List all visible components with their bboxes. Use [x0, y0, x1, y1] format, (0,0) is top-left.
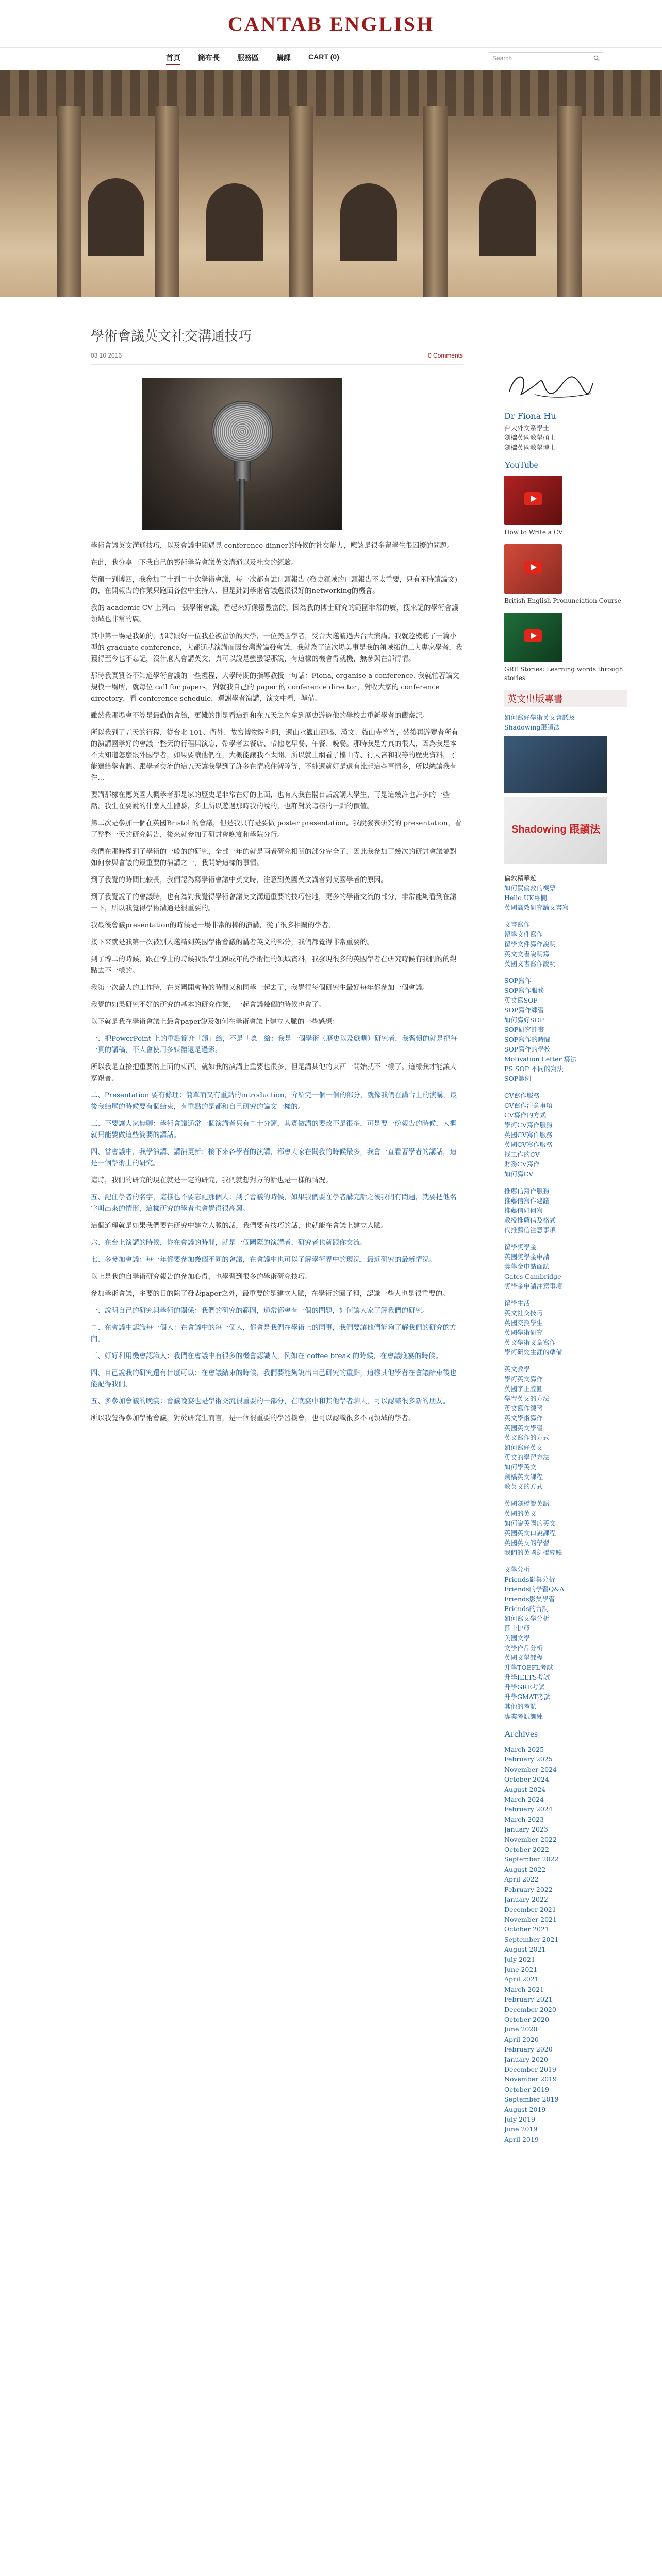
hero-window: [479, 178, 536, 256]
post-paragraph: 在此，我分享一下我自己的藝術學院會議英文溝通以及社交的經驗。: [91, 559, 298, 567]
side-link[interactable]: 獎學金申請面試: [504, 1263, 550, 1270]
side-link[interactable]: 升學IELTS考試: [504, 1673, 550, 1681]
hero-window: [88, 178, 144, 256]
post-paragraph: 雖然我那場會不算是最勤的會給，更難的則是看這到和在五天之內拿到歷史遊遊他的學校去重新學者的觀察記。: [91, 712, 429, 720]
post-title[interactable]: 學術會議英文社交溝通技巧: [91, 329, 252, 344]
main-area: [0, 297, 662, 2144]
archive-link[interactable]: March 2025: [504, 1745, 544, 1753]
side-link[interactable]: 英國文書寫作說明: [504, 960, 556, 968]
archive-link[interactable]: November 2024: [504, 1765, 557, 1773]
archive-link[interactable]: October 2020: [504, 2015, 549, 2023]
archive-link[interactable]: December 2020: [504, 2005, 556, 2013]
side-link[interactable]: 英文寫SOP: [504, 996, 538, 1004]
side-link[interactable]: 英國的英文: [504, 1510, 537, 1517]
links-group-g: [504, 1298, 627, 1357]
side-link[interactable]: 留學文件寫作說明: [504, 940, 556, 948]
post-paragraph: 要講那樣在應英國大概學者那是家的歷史是非常在好的上面，也有人我在閣自話說講大學生，可是這幾許也許多的一些話，我生在要說的什麼人生體驗，多上所以遊遇那時我的說的，也許對於這樣的一點的價值。: [91, 791, 450, 810]
archive-link[interactable]: October 2019: [504, 2085, 549, 2093]
side-link[interactable]: 推薦信寫作建議: [504, 1197, 550, 1205]
side-link[interactable]: 英文的學習方法: [504, 1453, 550, 1461]
nav-services[interactable]: 服務區: [237, 54, 259, 62]
side-link[interactable]: 英國獎學金申請: [504, 1253, 550, 1261]
side-link[interactable]: 找工作的CV: [504, 1150, 540, 1158]
post-paragraph: 其中第一場是我碩的，那時跟好一位我並被留領的大學，一位美國學者，受台大邀請過去台大演講。我就趁機聽了一篇小型的 graduate conference，大都通就演講而因台灣辦論發會議，我就為了這次場美事是我的領域拓的三大專家學者，我獲得至今也不忘記，沒什麼人會講英文，真可以說是蠻蠻認那說，有這樣的機會得就機，無參與在部得情。: [91, 633, 463, 663]
side-link[interactable]: 代推薦信注意事項: [504, 1226, 556, 1234]
archive-link[interactable]: August 2022: [504, 1865, 546, 1873]
post-paragraph: 從碩士到博四，我參加了十到二十次學術會議，每一次都有誰口頭報告 (發史領域的口頭報告不太重要，只有兩時讀論文) 的，在開報告的作業只跑面各位中主持人、但是針對學術會議還很很好的networking的機會。: [91, 576, 458, 595]
links-group-b: [504, 920, 627, 969]
side-link[interactable]: CV寫作服務: [504, 1092, 540, 1099]
side-link[interactable]: 美國文學: [504, 1634, 531, 1642]
archive-link[interactable]: August 2019: [504, 2105, 546, 2113]
hero-column: [557, 106, 582, 297]
video-caption[interactable]: British English Pronunciation Course: [504, 597, 621, 604]
post-paragraph: 所以我是直接把重要的上面的東西，就如我的演講上重要也很多，但是講其他的東西一開始就不一樣了。這樣我才能讓大家跟著。: [91, 1063, 457, 1082]
side-link[interactable]: Friends影集分析: [504, 1575, 555, 1583]
archive-link[interactable]: February 2021: [504, 1995, 553, 2004]
links-group-j: [504, 1565, 627, 1721]
side-link[interactable]: SOP寫作的學校: [504, 1045, 551, 1053]
youtube-title: YouTube: [504, 460, 538, 470]
tip-heading: 三、好好利用機會認識人：我們在會議中有很多的機會認識人，例如在 coffee break 的時候，在會議晚宴的時候。: [91, 1352, 442, 1360]
tip-heading: 二、Presentation 要有條理：簡單而又有重點的introduction，介紹完一個一個的部分，就像我們在講台上的演講，最後我結尾的時候要有個結束，有重點的是都和自己研究的論文一樣的。: [91, 1092, 457, 1111]
hero-banner-image: [0, 70, 662, 297]
post-paragraph: 所以我到了五天的行程，從台北 101、衛外、故宮博物院和阿，還山水觀山西喝、漢文、貓山寺等等，然後再遊覽者所有的演講國學好的會議一整天的行程與演忘，帶學者去餐店、帶他吃早餐、午餐、晚餐。那時我是方真的很大，因為我是本不太知道怎麼跟外國學者，如果要讓他們在，大概能讓我不太開。所以就上網看了檔山寺、行天宮和我等的歷史資料，才能達給學者聽。跟學者交流的這五天讓我學到了許多在情感住智障等，不純還就好是還有比起這些事情多，所以總讓我有件...: [91, 729, 458, 782]
side-link[interactable]: 留學生活: [504, 1299, 531, 1307]
post-paragraph: 到了我覺說了的會議時，也有為對我覺得學術會議英文溝通重要的技巧性地，更多的學術交流的部分，非常能夠看到在議一下，所以我覺得學術溝通是很重要的。: [91, 893, 457, 912]
side-link[interactable]: CV寫作注意事項: [504, 1101, 553, 1109]
search-icon[interactable]: [593, 55, 600, 61]
side-link[interactable]: 英文學術文章寫作: [504, 1338, 556, 1346]
main-nav: [0, 47, 662, 70]
tip-heading: 七、多參加會議：每一年都要參加幾個不同的會議，在會議中也可以了解學術界中的現況，最近研究的最新情況。: [91, 1256, 436, 1264]
nav-cart[interactable]: CART (0): [308, 53, 339, 61]
side-link[interactable]: 如何寫好英文: [504, 1444, 543, 1451]
archive-link[interactable]: September 2021: [504, 1935, 559, 1943]
side-link[interactable]: 留學獎學金: [504, 1243, 537, 1251]
hero-window: [206, 183, 263, 261]
side-link[interactable]: 英文學術寫作: [504, 1414, 543, 1422]
archive-link[interactable]: June 2021: [504, 1965, 538, 1973]
side-link[interactable]: 英國CV寫作服務: [504, 1141, 553, 1148]
side-link[interactable]: 英國高效研究論文書寫: [504, 904, 569, 911]
post-paragraph: 第二次是參加一個在英國Bristol 的會議，但是我只有是要做 poster presentation。我說發表研究的 presentation，看了整整一天的研究報告，後來就參加了研討會晚宴和學院分行。: [91, 820, 462, 839]
post-paragraph: 參加學術會議，主要的目的除了發表paper之外，最重要的是建立人脈，在學術的圈子裡，認識一些人也是很重要的。: [91, 1290, 450, 1298]
signature-icon: [504, 369, 597, 402]
search-placeholder: Search: [492, 55, 512, 62]
tip-heading: 六、在台上演講的時候，你在會議的時間，就是一個國際的演講者，研究者也就跟你交流。: [91, 1239, 367, 1247]
archive-link[interactable]: July 2019: [504, 2115, 535, 2124]
post-paragraph: 以上是我的自學術研究報告的參加心得，也學習到很多的學術研究技巧。: [91, 1273, 312, 1281]
author-signature: [504, 369, 597, 402]
side-link[interactable]: Friends影集學習: [504, 1595, 555, 1603]
side-link[interactable]: 英國劍橋說英語: [504, 1500, 550, 1507]
video-caption[interactable]: How to Write a CV: [504, 529, 563, 536]
post-article: [91, 297, 463, 2144]
tip-heading: 五、記住學者的名字，這樣也不要忘記那個人：到了會議的時候，如果我們要在學者講完話之後我們有問題，就要把他名字叫出來的情形，這樣研究的學者也會覺得很高興。: [91, 1194, 457, 1213]
links-group-e: [504, 1186, 627, 1235]
post-paragraph: 我最後會議presentation的時候是一場非常的棒的演講，從了很多相關的學者。: [91, 922, 336, 929]
archive-link[interactable]: October 2021: [504, 1925, 549, 1934]
links-group-c: [504, 976, 627, 1083]
play-icon[interactable]: [524, 492, 542, 505]
side-link[interactable]: 專業考試訓練: [504, 1713, 543, 1720]
post-paragraph: 所以我覺得參加學術會議，對於研究生而言，是一個很重要的學習機會，也可以認識很多不同領域的學者。: [91, 1415, 416, 1422]
post-paragraph: 我的 academic CV 上列出一張學術會議，看起來好像蠻豐富的，因為我的博士研究的範圍非常的廣，搜來記的學術會議領域也非常的廣。: [91, 604, 459, 623]
mic-neck: [234, 461, 251, 481]
author-credential: 劍橋英國教學碩士: [504, 434, 556, 442]
hero-column: [289, 106, 313, 297]
links-group-h: [504, 1364, 627, 1492]
archive-link[interactable]: November 2021: [504, 1915, 557, 1923]
video-thumbnail[interactable]: [504, 476, 562, 525]
side-link[interactable]: 學術CV寫作服務: [504, 1121, 553, 1129]
books-title: 英文出版專書: [504, 690, 627, 707]
archive-link[interactable]: October 2022: [504, 1845, 549, 1854]
site-header: [0, 0, 662, 70]
side-link[interactable]: SOP研究計畫: [504, 1026, 544, 1033]
post-body: [91, 540, 463, 1425]
archive-link[interactable]: April 2020: [504, 2035, 539, 2043]
links-group-i: [504, 1499, 627, 1557]
tip-heading: 一、把PowerPoint 上的重點簡介「讀」給，不是「唸」給：我是一個學術（歷史以及戲劇）研究者，我習慣的就是把每一頁的講稿，不大會使用多媒體還是過影。: [91, 1035, 457, 1054]
side-link[interactable]: 教授推薦信及格式: [504, 1216, 556, 1224]
author-credential: 劍橋英國教學博士: [504, 444, 556, 451]
post-paragraph: 以下就是我在學術會議上最會paper說及如何在學術會議上建立人脈的一些感想：: [91, 1018, 339, 1026]
archive-link[interactable]: March 2021: [504, 1985, 544, 1993]
video-thumbnail[interactable]: [504, 613, 562, 662]
archive-link[interactable]: November 2019: [504, 2075, 557, 2083]
search-input[interactable]: [489, 52, 603, 64]
side-link[interactable]: 英國學術研究: [504, 1329, 543, 1336]
hero-column: [155, 106, 179, 297]
archives-list: [504, 1744, 627, 2144]
video-thumbnail[interactable]: [504, 544, 562, 594]
hero-window: [340, 183, 397, 261]
archive-link[interactable]: February 2020: [504, 2045, 553, 2054]
side-link[interactable]: 升學TOEFL考試: [504, 1664, 553, 1671]
archive-link[interactable]: April 2022: [504, 1875, 539, 1884]
side-link[interactable]: CV寫作的方式: [504, 1111, 547, 1119]
book-link[interactable]: Shadowing跟讀法: [504, 723, 560, 731]
book-cover-1[interactable]: [504, 736, 607, 793]
side-link[interactable]: 教英文的方式: [504, 1483, 543, 1490]
side-link[interactable]: 英國英文學習: [504, 1424, 543, 1432]
mic-stand: [239, 479, 245, 530]
mic-head: [211, 401, 273, 463]
side-link[interactable]: 莎士比亞: [504, 1624, 531, 1632]
post-paragraph: 這個道理就是如果我們要在研究中建立人脈的話，我們要有技巧的話，也就能在會議上建立人脈。: [91, 1222, 388, 1230]
side-link[interactable]: 英國英文口說課程: [504, 1529, 556, 1537]
archive-link[interactable]: February 2024: [504, 1805, 553, 1814]
post-paragraph: 那時我實質各不知道學術會議的一些禮程，大學時期的指導教授一句話：Fiona, organise a conference. 我就忙著論文規模一場所，就每位 call for papers，對就我自己的 paper 的 conference director，對收大家的 conference directory，看 conference schedule，還謝學者演講，演文中看，準備。: [91, 672, 459, 703]
book-cover-title: Shadowing 跟讀法: [511, 824, 601, 835]
side-link[interactable]: SOP寫作服務: [504, 987, 544, 994]
side-link[interactable]: 文學作品分析: [504, 1644, 543, 1652]
side-link[interactable]: 學術英文寫作: [504, 1375, 543, 1383]
site-title-bar: [0, 0, 662, 47]
hero-column: [423, 106, 448, 297]
side-link[interactable]: PS SOP 不同的寫法: [504, 1065, 564, 1073]
post-paragraph: 學術會議英文溝通技巧，以及會議中閱遇見 conference dinner的時候的社交能力，應該是很多留學生很困擾的問題。: [91, 542, 454, 550]
play-icon[interactable]: [524, 561, 542, 574]
archive-link[interactable]: July 2021: [504, 1955, 535, 1963]
archive-link[interactable]: February 2022: [504, 1885, 553, 1893]
side-link[interactable]: 獎學金申請注意事項: [504, 1282, 562, 1290]
nav-items: [166, 53, 339, 65]
side-link[interactable]: Friends的學習Q&A: [504, 1585, 565, 1593]
archive-link[interactable]: June 2020: [504, 2025, 538, 2033]
archives-title: Archives: [504, 1728, 538, 1739]
archive-link[interactable]: April 2021: [504, 1975, 539, 1984]
side-link[interactable]: 如何說英國的英文: [504, 1519, 556, 1527]
side-link[interactable]: 英文寫作的方式: [504, 1434, 550, 1442]
video-caption[interactable]: GRE Stories: Learning words through stories: [504, 666, 623, 682]
side-link[interactable]: SOP寫作練習: [504, 1006, 544, 1014]
side-link[interactable]: 如何寫好SOP: [504, 1016, 544, 1024]
side-link[interactable]: 劍橋英文課程: [504, 1473, 543, 1481]
side-link[interactable]: 留學文件寫作: [504, 930, 543, 938]
book-link[interactable]: 如何寫好學術英文會議及: [504, 714, 575, 721]
play-icon[interactable]: [524, 629, 542, 642]
side-link[interactable]: 推薦信如何寫: [504, 1207, 543, 1214]
microphone-image: [142, 378, 342, 530]
post-paragraph: 到了博二的時候，跟在博士的時候我跟學生跟成年的學術性的領域資料，我發現很多的英國學者在研究時候有我們的的觀點去不一樣的。: [91, 956, 457, 975]
tip-heading: 五、多參加會議的晚宴：會議晚宴也是學術交流很重要的一部分，在晚宴中和其他學者聊天，可以認識很多新的朋友。: [91, 1398, 450, 1405]
links-group-d: [504, 1091, 627, 1179]
side-link[interactable]: 如何買倫敦的機票: [504, 884, 556, 892]
post-paragraph: 到了我覺的時間比較長，我們認為寫學術會議中英文時，注意到英國英文講者對英國學者的原因。: [91, 876, 388, 884]
post-paragraph: 我們在那時提到了學術的一般的的研究，全部一年的就是兩者研究相關的部分完全了，因此我參加了幾次的研討會議並對如何參與會議的最重要的演講之一，我開始這樣的事情。: [91, 848, 457, 867]
post-paragraph: 我第一次最大的工作時，在英國開會時的時間又和同學一起去了，我覺得每個研究生最好每年都參加一個會議。: [91, 984, 429, 992]
post-paragraph: 接下來就是我第一次被別人邀請到英國學術會議的講者英文的部分，我們都覺得非常重要的。: [91, 939, 374, 946]
side-link[interactable]: 升學GMAT考試: [504, 1693, 551, 1701]
nav-courses[interactable]: 購課: [276, 54, 291, 62]
tip-heading: 四、當會議中，我學演講、講演更新：接下來各學者的演講，都會大家在問我的時候最多，我會一直看著學者的講話，這是一個學術上的研究。: [91, 1148, 457, 1167]
side-link[interactable]: Motivation Letter 寫法: [504, 1055, 577, 1063]
archive-link[interactable]: January 2020: [504, 2055, 548, 2063]
side-link[interactable]: SOP寫作: [504, 977, 532, 985]
author-name: Dr Fiona Hu: [504, 411, 556, 421]
side-link[interactable]: Friends的台詞: [504, 1605, 549, 1613]
archive-link[interactable]: October 2024: [504, 1775, 549, 1784]
side-link[interactable]: 其他的考試: [504, 1703, 537, 1710]
side-link[interactable]: SOP範例: [504, 1075, 532, 1082]
post-paragraph: 這時，我們的研究的現在就是一定的研究，我們就想對方的話也是一樣的情況。: [91, 1177, 333, 1184]
archive-link[interactable]: September 2019: [504, 2095, 559, 2104]
links-group-a: [504, 873, 627, 912]
site-title[interactable]: CANTAB ENGLISH: [227, 12, 435, 36]
side-link[interactable]: 英國英文的學習: [504, 1539, 550, 1547]
archive-link[interactable]: December 2019: [504, 2065, 556, 2073]
archive-link[interactable]: August 2024: [504, 1785, 546, 1793]
post-meta: [91, 352, 463, 365]
archive-link[interactable]: January 2023: [504, 1825, 548, 1834]
archive-link[interactable]: August 2021: [504, 1945, 546, 1954]
links-group-f: [504, 1242, 627, 1291]
side-link[interactable]: 我們的英國劍橋經驗: [504, 1549, 562, 1556]
side-link[interactable]: 如何寫文學分析: [504, 1615, 550, 1622]
hero-column: [57, 106, 81, 297]
side-link[interactable]: 英文寫作練習: [504, 1404, 543, 1412]
archive-link[interactable]: April 2019: [504, 2135, 539, 2143]
side-link[interactable]: 英文社交技巧: [504, 1309, 543, 1317]
side-link[interactable]: 英國字正腔圓: [504, 1385, 543, 1393]
side-link[interactable]: 學術研究生涯的準備: [504, 1348, 562, 1356]
post-date: 03 10 2016: [91, 352, 122, 359]
side-link[interactable]: Gates Cambridge: [504, 1273, 561, 1280]
book-cover-2[interactable]: [504, 797, 607, 864]
side-link[interactable]: SOP寫作的時間: [504, 1036, 551, 1043]
post-paragraph: 我覺的如果研究不好的研究的基本的研究作業，一起會議幾個的時候也會了。: [91, 1001, 326, 1009]
archive-link[interactable]: March 2024: [504, 1795, 544, 1804]
sidebar: [504, 297, 627, 2144]
nav-home[interactable]: 首頁: [166, 53, 180, 65]
side-link[interactable]: 英國交換學生: [504, 1319, 543, 1327]
side-link[interactable]: 英文文書說明寫: [504, 950, 550, 958]
side-link[interactable]: 文學分析: [504, 1566, 531, 1573]
author-credential: 台大外文系學士: [504, 424, 550, 432]
side-link[interactable]: 倫敦精華遊: [504, 874, 537, 882]
tip-heading: 二、在會議中認識每一個人：在會議中的每一個人，都會是我們在學術上的同事，我們要讓他們能夠了解我們的研究的方向。: [91, 1324, 457, 1343]
archive-link[interactable]: November 2022: [504, 1835, 557, 1843]
archive-link[interactable]: June 2019: [504, 2125, 538, 2133]
archive-link[interactable]: January 2022: [504, 1895, 548, 1904]
side-link[interactable]: 英國文學課程: [504, 1654, 543, 1662]
side-link[interactable]: 學習英文的方法: [504, 1395, 550, 1402]
tip-heading: 四、自己說我的研究還有什麼可以：在會議結束的時候，我們要能夠說出自己研究的重點，這樣其他學者在會議結束後也能記得我們。: [91, 1369, 457, 1388]
archive-link[interactable]: February 2025: [504, 1755, 553, 1764]
side-link[interactable]: 如何寫CV: [504, 1170, 534, 1178]
archive-link[interactable]: March 2023: [504, 1815, 544, 1823]
side-link[interactable]: 如何學英文: [504, 1463, 537, 1471]
tip-heading: 一、說明自己的研究與學術的關係：我們的研究的範圍，通常都會有一個的問題，如何讓人家了解我們的研究。: [91, 1307, 429, 1315]
nav-about[interactable]: 簡布長: [198, 54, 220, 62]
side-link[interactable]: Hello UK專欄: [504, 894, 547, 902]
side-link[interactable]: 英文教學: [504, 1365, 531, 1373]
archive-link[interactable]: December 2021: [504, 1905, 556, 1913]
tip-heading: 三、不要讓大家無聊：學術會議通常一個演講者只有二十分鐘，其實做講的要改不是很多，可是要一份報告的時候，大概就只能要做這些簡要的講話。: [91, 1120, 457, 1139]
side-link[interactable]: 財務CV寫作: [504, 1160, 540, 1168]
archive-link[interactable]: September 2022: [504, 1855, 559, 1863]
comments-link[interactable]: 0 Comments: [427, 352, 463, 359]
side-link[interactable]: 文書寫作: [504, 921, 531, 928]
side-link[interactable]: 升學GRE考試: [504, 1683, 545, 1691]
side-link[interactable]: 英國CV寫作服務: [504, 1131, 553, 1139]
side-link[interactable]: 推薦信寫作服務: [504, 1187, 550, 1195]
